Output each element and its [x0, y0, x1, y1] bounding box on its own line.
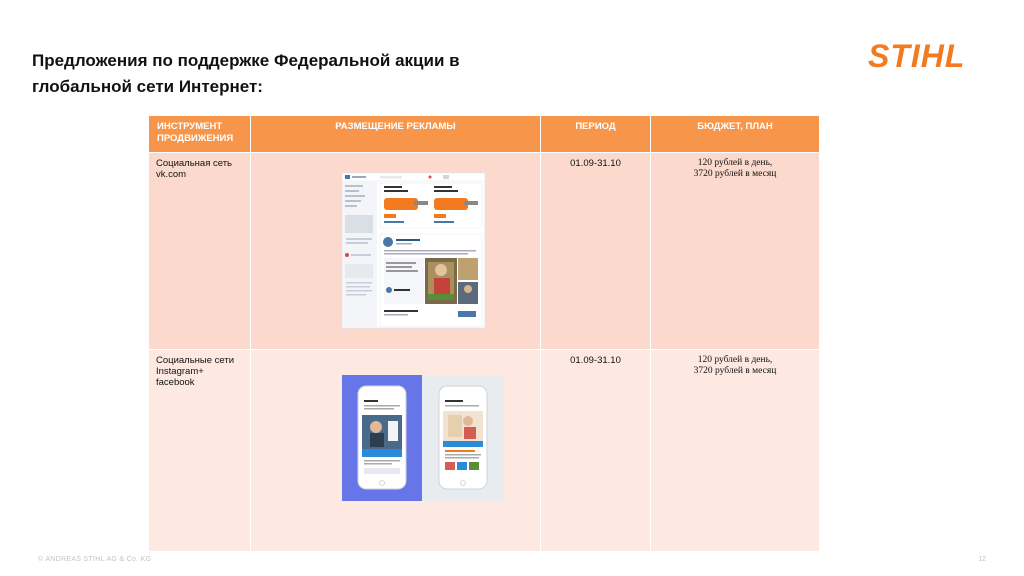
- table-row: [149, 153, 820, 350]
- page-number: 12: [978, 556, 986, 563]
- period-cell: 01.09-31.10: [541, 350, 651, 552]
- page-title: [32, 48, 552, 100]
- instagram-facebook-phones-icon: [258, 355, 548, 543]
- header-tool: ИНСТРУМЕНТ ПРОДВИЖЕНИЯ: [149, 116, 251, 153]
- table-header-row: [149, 116, 820, 153]
- placement-cell: [251, 153, 541, 350]
- placement-cell: [251, 350, 541, 552]
- tool-cell: Социальная сеть vk.com: [149, 153, 251, 350]
- header-budget: БЮДЖЕТ, ПЛАН: [651, 116, 820, 153]
- copyright-footer: © ANDREAS STIHL AG & Co. KG: [38, 556, 152, 563]
- tool-cell: Социальные сети Instagram+ facebook: [149, 350, 251, 552]
- promotion-table: [148, 115, 820, 552]
- budget-cell: 120 рублей в день, 3720 рублей в месяц: [651, 350, 820, 552]
- stihl-logo: [866, 38, 986, 72]
- header-placement: РАЗМЕЩЕНИЕ РЕКЛАМЫ: [251, 116, 541, 153]
- title-line-1: Предложения по поддержке Федеральной акции в: [32, 51, 460, 70]
- budget-cell: 120 рублей в день, 3720 рублей в месяц: [651, 153, 820, 350]
- title-line-2: глобальной сети Интернет:: [32, 77, 263, 96]
- logo-text: STIHL: [868, 38, 966, 72]
- header-period: ПЕРИОД: [541, 116, 651, 153]
- table-row: [149, 350, 820, 552]
- vk-ad-screenshot-icon: [258, 158, 548, 341]
- period-cell: 01.09-31.10: [541, 153, 651, 350]
